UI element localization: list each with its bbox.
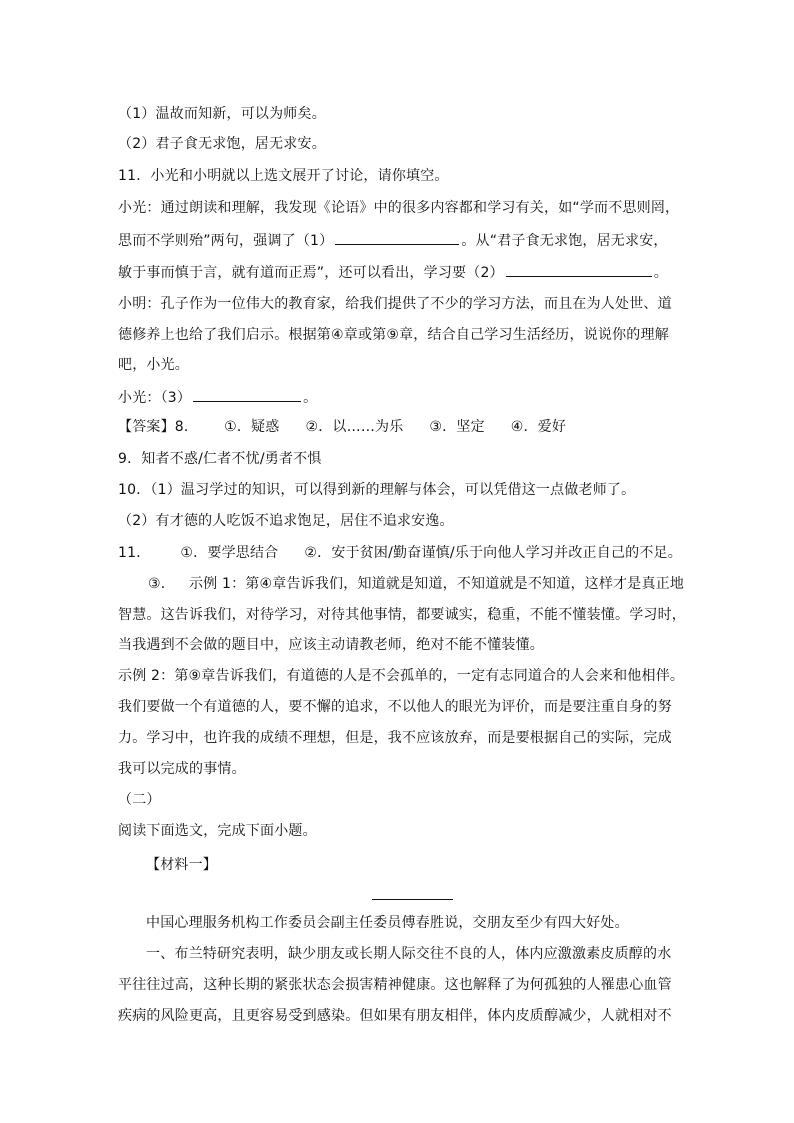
answer-item: ①．疑惑 bbox=[224, 419, 280, 435]
text-segment: ①．要学思结合 bbox=[180, 545, 279, 561]
text-line: （2）有才德的人吃饭不追求饱足，居住不追求安逸。 bbox=[118, 513, 454, 529]
text-segment: 11． bbox=[118, 545, 151, 561]
text-line: 小明：孔子作为一位伟大的教育家，给我们提供了不少的学习方法，而且在为人处世、道 bbox=[118, 296, 672, 312]
text-segment: 思而不学则殆”两句，强调了（1） bbox=[118, 233, 334, 249]
paragraph-line: 一、布兰特研究表明，缺少朋友或长期人际交往不良的人，体内应激激素皮质醇的水 bbox=[146, 946, 672, 962]
text-line: 9．知者不惑/仁者不忧/勇者不惧 bbox=[118, 451, 322, 467]
text-segment: ②．安于贫困/勤奋谨慎/乐于向他人学习并改正自己的不足。 bbox=[304, 545, 682, 561]
paragraph-line: 中国心理服务机构工作委员会副主任委员傅春胜说，交朋友至少有四大好处。 bbox=[146, 915, 629, 931]
text-line: 当我遇到不会做的题目中，应该主动请教老师，绝对不能不懂装懂。 bbox=[118, 637, 544, 653]
answer-line bbox=[118, 543, 682, 563]
text-line: 示例 2：第⑨章告诉我们，有道德的人是不会孤单的，一定有志同道合的人会来和他相伴。 bbox=[118, 668, 685, 684]
paragraph-line: 疾病的风险更高，且更容易受到感染。但如果有朋友相伴，体内皮质醇减少，人就相对不 bbox=[118, 1008, 672, 1024]
paragraph-line: 平往往过高，这种长期的紧张状态会损害精神健康。这也解释了为何孤独的人罹患心血管 bbox=[118, 977, 672, 993]
text-line: （2）君子食无求饱，居无求安。 bbox=[118, 136, 326, 152]
text-segment: 。 bbox=[303, 390, 318, 406]
text-segment: 敏于事而慎于言，就有道而正焉”，还可以看出，学习要（2） bbox=[118, 265, 504, 281]
text-segment: 。从“君子食无求饱，居无求安， bbox=[461, 233, 668, 249]
fill-blank-1[interactable] bbox=[335, 230, 459, 245]
text-segment: 示例 1：第④章告诉我们，知道就是知道，不知道就是不知道，这样才是真正地 bbox=[188, 576, 685, 592]
text-line: 我可以完成的事情。 bbox=[118, 761, 246, 777]
text-line: 阅读下面选文，完成下面小题。 bbox=[118, 823, 317, 839]
text-segment: ③． bbox=[148, 576, 175, 592]
text-line: 德修养上也给了我们启示。根据第④章或第⑨章，结合自己学习生活经历，说说你的理解 bbox=[118, 327, 669, 343]
text-line: 我们要做一个有道德的人，要不懈的追求，不以他人的眼光为评价，而是要注重自身的努 bbox=[118, 699, 672, 715]
answer-line bbox=[118, 417, 566, 437]
text-line: 智慧。这告诉我们，对待学习，对待其他事情，都要诚实，稳重，不能不懂装懂。学习时， bbox=[118, 607, 686, 623]
text-line: 小光：通过朗读和理解，我发现《论语》中的很多内容都和学习有关，如“学而不思则罔， bbox=[118, 200, 680, 216]
text-line-with-blank bbox=[118, 387, 317, 408]
answer-item: ②．以……为乐 bbox=[305, 419, 404, 435]
text-line: （1）温故而知新，可以为师矣。 bbox=[118, 106, 326, 122]
text-line: 力。学习中，也许我的成绩不理想，但是，我不应该放弃，而是要根据自己的实际，完成 bbox=[118, 730, 672, 746]
answer-item: ④．爱好 bbox=[510, 419, 567, 435]
text-segment: 小光：（3） bbox=[118, 390, 192, 406]
section-heading: （二） bbox=[118, 792, 161, 808]
answer-item: ③．坚定 bbox=[429, 419, 485, 435]
text-segment: 。 bbox=[653, 265, 668, 281]
title-blank-line bbox=[372, 899, 453, 900]
answer-line bbox=[148, 574, 684, 594]
text-line-with-blank bbox=[118, 262, 668, 283]
fill-blank-2[interactable] bbox=[506, 262, 652, 277]
text-line: 10．（1）温习学过的知识，可以得到新的理解与体会，可以凭借这一点做老师了。 bbox=[118, 482, 636, 498]
question-11: 11．小光和小明就以上选文展开了讨论，请你填空。 bbox=[118, 168, 449, 184]
fill-blank-3[interactable] bbox=[193, 387, 301, 402]
text-line: 吧，小光。 bbox=[118, 357, 189, 373]
answer-label: 【答案】8． bbox=[118, 419, 199, 435]
text-line-with-blank bbox=[118, 230, 668, 251]
material-label: 【材料一】 bbox=[146, 857, 217, 873]
